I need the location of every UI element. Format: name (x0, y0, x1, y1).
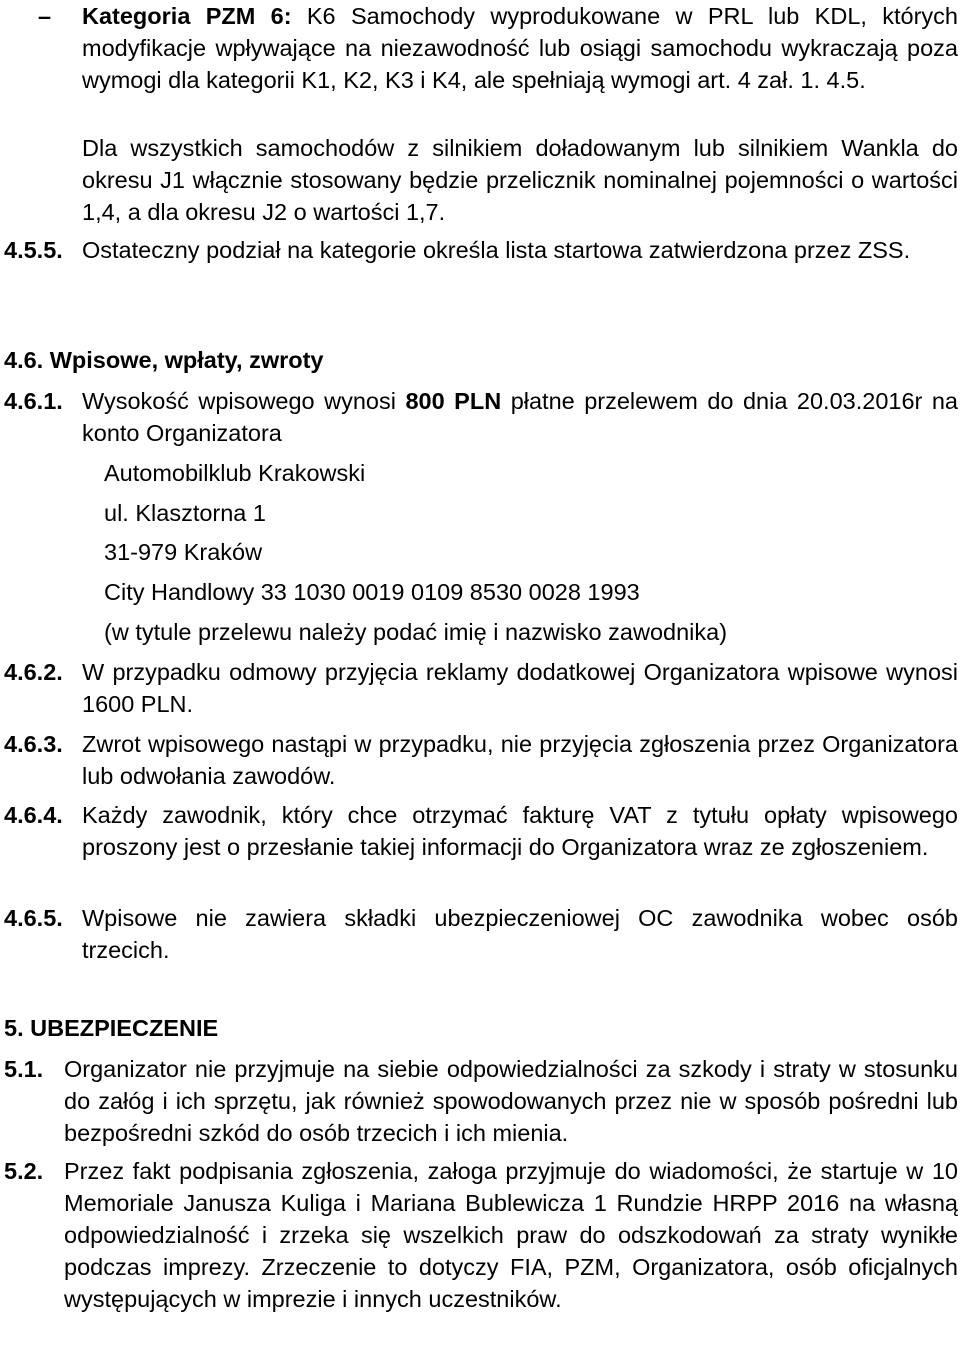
section-4-6-4-number: 4.6.4. (4, 802, 63, 828)
section-4-6-5-number: 4.6.5. (4, 905, 63, 931)
section-4-6-1-text-b: płatne przelewem do dnia 20.03.2016r na konto Organizatora (82, 388, 958, 446)
section-4-6-5-text: Wpisowe nie zawiera składki ubezpieczeniowej OC zawodnika wobec osób trzecich. (82, 905, 958, 963)
section-4-6-3-number: 4.6.3. (4, 731, 63, 757)
section-4-5-5-number: 4.5.5. (4, 237, 63, 263)
section-4-6-5 (4, 902, 958, 966)
category-6-text: K6 Samochody wyprodukowane w PRL lub KDL, których modyfikacje wpływające na niezawodność lub osiągi samochodu wykraczają poza wymogi dla kategorii K1, K2, K3 i K4, ale spełniają wymogi art. 4 zał. 1. 4.5. (82, 3, 958, 93)
section-4-6-4-text: Każdy zawodnik, który chce otrzymać fakturę VAT z tytułu opłaty wpisowego proszony jest o przesłanie takiej informacji do Organizatora wraz ze zgłoszeniem. (82, 802, 958, 860)
bank-line-account: City Handlowy 33 1030 0019 0109 8530 0028 1993 (104, 579, 640, 605)
section-5-2 (4, 1155, 958, 1315)
section-5-2-text: Przez fakt podpisania zgłoszenia, załoga przyjmuje do wiadomości, że startuje w 10 Memoriale Janusza Kuliga i Mariana Bublewicza 1 Rundzie HRPP 2016 na własną odpowiedzialność i zrzeka się wszelkich praw do odszkodowań za straty wynikłe podczas imprezy. Zrzeczenie to dotyczy FIA, PZM, Organizatora, osób oficjalnych występujących w imprezie i innych uczestników. (64, 1158, 958, 1312)
wankel-paragraph (82, 132, 958, 228)
section-4-6-2-text: W przypadku odmowy przyjęcia reklamy dodatkowej Organizatora wpisowe wynosi 1600 PLN. (82, 659, 958, 717)
section-4-6-2-number: 4.6.2. (4, 659, 63, 685)
section-5-1-text: Organizator nie przyjmuje na siebie odpowiedzialności za szkody i straty w stosunku do załóg i ich sprzętu, jak również spowodowanych przez nie w sposób pośredni lub bezpośredni szkód do osób trzecich i ich mienia. (64, 1056, 958, 1146)
section-5-1-number: 5.1. (4, 1056, 44, 1082)
section-4-5-5-text: Ostateczny podział na kategorie określa lista startowa zatwierdzona przez ZSS. (82, 237, 911, 263)
bank-line-club: Automobilklub Krakowski (104, 460, 366, 486)
section-4-6-1-text-a: Wysokość wpisowego wynosi (82, 388, 406, 414)
bank-line-transfer-note: (w tytule przelewu należy podać imię i nazwisko zawodnika) (104, 619, 728, 645)
bank-line-street: ul. Klasztorna 1 (104, 500, 266, 526)
section-5-heading: 5. UBEZPIECZENIE (4, 1015, 219, 1041)
section-4-6-2 (4, 656, 958, 720)
entry-fee-amount: 800 PLN (405, 388, 502, 414)
wankel-text: Dla wszystkich samochodów z silnikiem doładowanym lub silnikiem Wankla do okresu J1 włącznie stosowany będzie przelicznik nominalnej pojemności o wartości 1,4, a dla okresu J2 o wartości 1,7. (82, 135, 958, 225)
section-4-6-1-number: 4.6.1. (4, 388, 63, 414)
section-5-2-number: 5.2. (4, 1158, 44, 1184)
category-6-dash: – (38, 3, 52, 29)
section-4-6-heading: 4.6. Wpisowe, wpłaty, zwroty (4, 347, 324, 373)
section-4-6-1 (4, 385, 958, 449)
section-4-5-5 (4, 234, 958, 266)
category-6-label: Kategoria PZM 6: (82, 3, 292, 29)
section-5-1 (4, 1053, 958, 1149)
section-4-6-3 (4, 728, 958, 792)
section-4-6-3-text: Zwrot wpisowego nastąpi w przypadku, nie przyjęcia zgłoszenia przez Organizatora lub odwołania zawodów. (82, 731, 958, 789)
category-6-paragraph (38, 0, 958, 96)
bank-line-city: 31-979 Kraków (104, 539, 263, 565)
section-4-6-4 (4, 799, 958, 863)
